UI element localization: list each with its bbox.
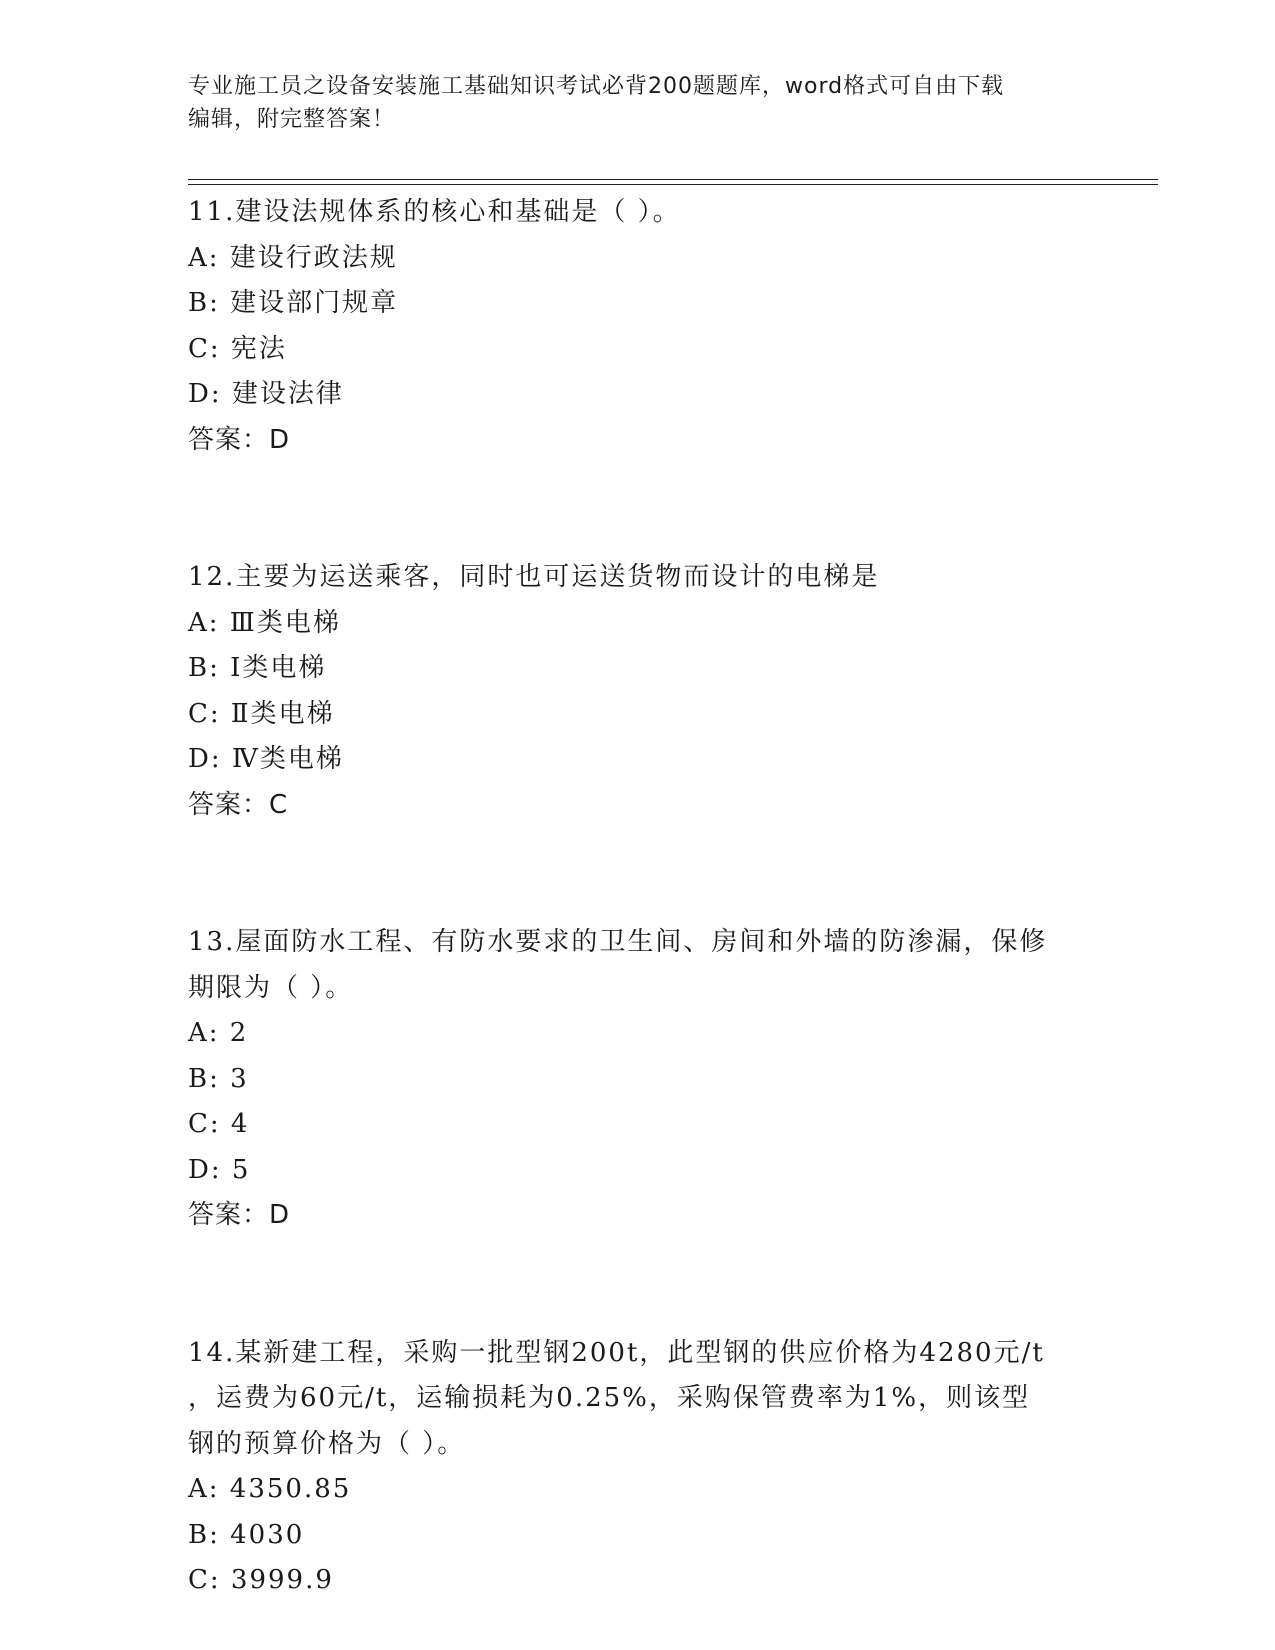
option-b: B: 3	[188, 1063, 249, 1094]
question-spacer	[188, 828, 1108, 920]
header-line-1: 专业施工员之设备安装施工基础知识考试必背200题题库，word格式可自由下载	[188, 74, 1005, 99]
option-b: B: 4030	[188, 1519, 305, 1550]
question-13	[188, 920, 1108, 1239]
answer-line: 答案：D	[188, 424, 291, 455]
question-stem-line-2: ，运费为60元/t，运输损耗为0.25%，采购保管费率为1%，则该型	[188, 1383, 1031, 1413]
header-divider-bottom	[188, 184, 1158, 185]
answer-line: 答案：C	[188, 789, 289, 820]
question-stem-line-3: 钢的预算价格为（ ）。	[188, 1428, 466, 1459]
option-c: C: 宪法	[188, 333, 287, 364]
option-c: C: Ⅱ类电梯	[188, 698, 335, 729]
question-stem: 12.主要为运送乘客，同时也可运送货物而设计的电梯是	[188, 562, 880, 592]
question-14	[188, 1331, 1108, 1604]
option-d: D: 建设法律	[188, 379, 344, 409]
option-a: A: 建设行政法规	[188, 242, 398, 273]
question-stem: 11.建设法规体系的核心和基础是（ ）。	[188, 197, 681, 227]
option-c: C: 3999.9	[188, 1565, 334, 1595]
option-a: A: 4350.85	[188, 1474, 352, 1504]
question-stem-line-1: 13.屋面防水工程、有防水要求的卫生间、房间和外墙的防渗漏，保修	[188, 927, 1048, 957]
question-12	[188, 555, 1108, 828]
question-spacer	[188, 1239, 1108, 1331]
option-b: B: 建设部门规章	[188, 288, 399, 318]
question-spacer	[188, 463, 1108, 555]
question-list	[188, 190, 1108, 1604]
header-line-2: 编辑，附完整答案！	[188, 107, 396, 132]
option-a: A: Ⅲ类电梯	[188, 607, 341, 638]
header-divider-top	[188, 179, 1158, 180]
question-11	[188, 190, 1108, 463]
question-stem-line-2: 期限为（ ）。	[188, 972, 354, 1003]
question-stem-line-1: 14.某新建工程，采购一批型钢200t，此型钢的供应价格为4280元/t	[188, 1337, 1045, 1368]
option-b: B: Ⅰ类电梯	[188, 653, 327, 683]
document-header	[188, 70, 1088, 136]
answer-line: 答案：D	[188, 1200, 291, 1230]
option-d: D: 5	[188, 1154, 251, 1185]
option-d: D: Ⅳ类电梯	[188, 744, 344, 774]
option-a: A: 2	[188, 1018, 249, 1048]
option-c: C: 4	[188, 1109, 250, 1139]
